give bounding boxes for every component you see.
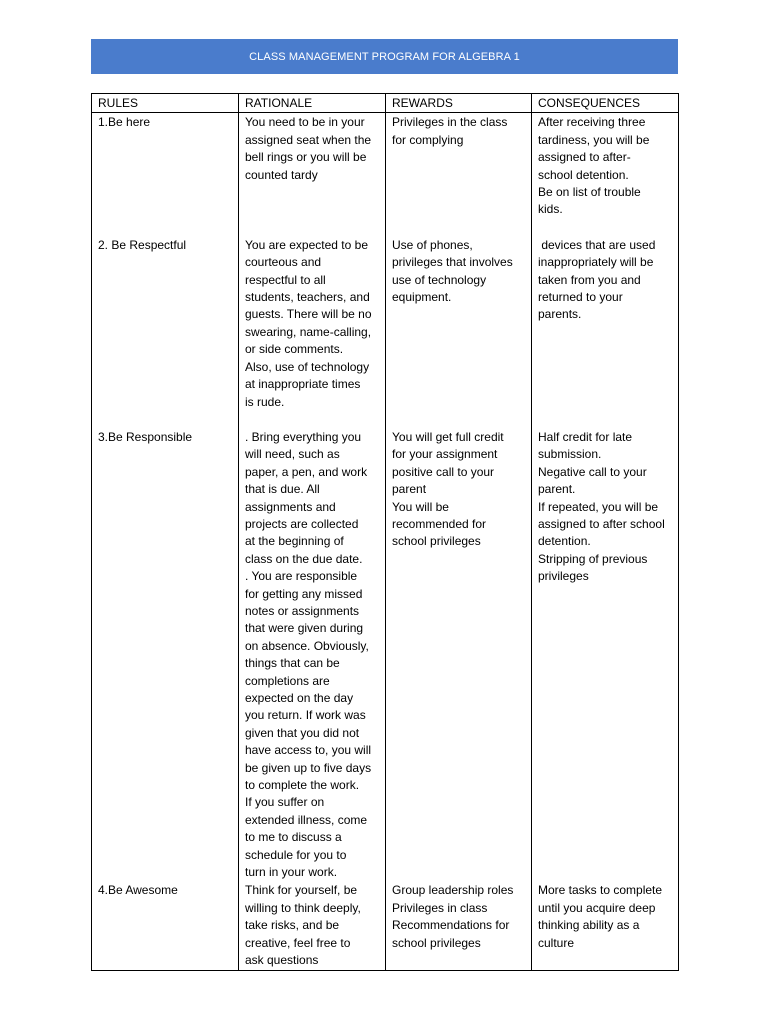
rationale-cell-line: completions are (245, 673, 330, 688)
rule-cell (92, 881, 239, 970)
consequences-cell-line: assigned to after- (538, 150, 631, 165)
consequences-cell-line: kids. (538, 202, 563, 217)
consequences-cell-line: Half credit for late (538, 429, 633, 444)
rewards-cell-line: You will get full credit (392, 429, 504, 444)
consequences-cell-line: taken from you and (538, 272, 641, 287)
consequences-cell-line: If repeated, you will be (538, 499, 659, 514)
rationale-cell-line: paper, a pen, and work (245, 464, 368, 479)
rewards-cell-line: privileges that involves (392, 255, 513, 270)
rationale-cell-line: counted tardy (245, 167, 318, 182)
consequences-cell-line: Negative call to your (538, 464, 647, 479)
rewards-cell-line: for your assignment (392, 447, 498, 462)
rationale-cell-line: Think for yourself, be (245, 883, 358, 898)
rationale-cell-line: is rude. (245, 394, 285, 409)
rewards-cell-line: Group leadership roles (392, 883, 514, 898)
rationale-cell-line: schedule for you to (245, 847, 347, 862)
rationale-cell-line: that is due. All (245, 482, 320, 497)
rationale-cell-line: expected on the day (245, 691, 354, 705)
header-rewards: REWARDS (386, 94, 532, 113)
rationale-cell-line: students, teachers, and (245, 290, 370, 305)
consequences-cell-line: inappropriately will be (538, 255, 654, 270)
table-header-row (92, 94, 679, 113)
table-row (92, 236, 679, 428)
rationale-cell-line: . Bring everything you (245, 429, 362, 444)
consequences-cell-line: privileges (538, 569, 589, 584)
rationale-cell-line: bell rings or you will be (245, 150, 367, 165)
rewards-cell-line: You will be (392, 499, 449, 514)
rationale-cell-line: extended illness, come (245, 812, 368, 827)
rewards-cell-line: school privileges (392, 534, 481, 549)
consequences-cell-line: thinking ability as a (538, 918, 640, 933)
rewards-cell (386, 236, 532, 428)
consequences-cell-line: parents. (538, 307, 582, 322)
rationale-cell-line: or side comments. (245, 342, 344, 357)
rule-cell (92, 113, 239, 236)
rationale-cell (239, 113, 386, 236)
rationale-cell-line: guests. There will be no (245, 307, 372, 322)
consequences-cell-line: After receiving three (538, 115, 646, 130)
rule-cell-line: 1.Be here (98, 115, 151, 130)
rationale-cell-line: creative, feel free to (245, 935, 351, 950)
consequences-cell-line: until you acquire deep (538, 900, 656, 915)
page-title: CLASS MANAGEMENT PROGRAM FOR ALGEBRA 1 (249, 50, 520, 63)
consequences-cell (532, 428, 679, 882)
rationale-cell-line: you return. If work was (245, 708, 366, 723)
rewards-cell-line: Use of phones, (392, 237, 473, 252)
table-row (92, 113, 679, 236)
rewards-cell-line: school privileges (392, 935, 481, 950)
rewards-cell (386, 113, 532, 236)
rationale-cell (239, 881, 386, 970)
consequences-cell-line: devices that are used (538, 237, 656, 252)
rationale-cell-line: turn in your work. (245, 865, 338, 880)
consequences-cell-line: Stripping of previous (538, 551, 648, 566)
rule-cell-line: 2. Be Respectful (98, 237, 187, 252)
consequences-cell-line: tardiness, you will be (538, 132, 650, 147)
rule-cell (92, 428, 239, 882)
rules-table (91, 93, 679, 971)
rationale-cell-line: will need, such as (245, 447, 340, 462)
rationale-cell-line: things that can be (245, 656, 340, 671)
rewards-cell-line: Recommendations for (392, 918, 510, 933)
rationale-cell-line: projects are collected (245, 516, 359, 531)
rationale-cell-line: respectful to all (245, 272, 326, 287)
rationale-cell-line: have access to, you will (245, 743, 372, 758)
rationale-cell-line: Also, use of technology (245, 359, 370, 374)
rationale-cell (239, 236, 386, 428)
rationale-cell-line: that were given during (245, 621, 364, 636)
rationale-cell-line: assigned seat when the (245, 132, 372, 147)
consequences-cell-line: submission. (538, 447, 602, 462)
rationale-cell-line: You need to be in your (245, 115, 365, 130)
rationale-cell-line: at inappropriate times (245, 377, 361, 392)
rationale-cell-line: on absence. Obviously, (245, 638, 369, 653)
rationale-cell-line: given that you did not (245, 725, 360, 740)
rewards-cell (386, 881, 532, 970)
rewards-cell-line: Privileges in the class (392, 115, 508, 130)
rationale-cell-line: courteous and (245, 255, 322, 270)
rewards-cell-line: use of technology (392, 272, 487, 287)
rationale-cell-line: to complete the work. (245, 778, 360, 793)
rationale-cell-line: to me to discuss a (245, 830, 342, 845)
rewards-cell-line: Privileges in class (392, 900, 488, 915)
rationale-cell-line: be given up to five days (245, 760, 372, 775)
consequences-cell-line: Be on list of trouble (538, 185, 641, 200)
consequences-cell-line: school detention. (538, 167, 629, 182)
header-rules: RULES (92, 94, 239, 113)
rationale-cell-line: If you suffer on (245, 795, 325, 810)
consequences-cell-line: parent. (538, 482, 576, 497)
rationale-cell-line: You are expected to be (245, 237, 368, 252)
consequences-cell-line: assigned to after school (538, 516, 665, 531)
consequences-cell (532, 236, 679, 428)
rationale-cell-line: class on the due date. (245, 551, 363, 566)
table-row (92, 428, 679, 882)
consequences-cell-line: More tasks to complete (538, 883, 663, 898)
header-rationale: RATIONALE (239, 94, 386, 113)
table-body (92, 113, 679, 970)
consequences-cell-line: detention. (538, 534, 591, 549)
rule-cell (92, 236, 239, 428)
header-consequences: CONSEQUENCES (532, 94, 679, 113)
rewards-cell-line: positive call to your (392, 464, 495, 479)
rewards-cell-line: equipment. (392, 290, 452, 305)
rationale-cell-line: at the beginning of (245, 534, 344, 549)
rationale-cell-line: willing to think deeply, (245, 900, 361, 915)
rationale-cell-line: ask questions (245, 953, 319, 968)
rewards-cell-line: for complying (392, 132, 464, 147)
rationale-cell-line: notes or assignments (245, 603, 360, 618)
rewards-cell-line: parent (392, 482, 427, 497)
table-row (92, 881, 679, 970)
rule-cell-line: 3.Be Responsible (98, 429, 193, 444)
rule-cell-line: 4.Be Awesome (98, 883, 178, 898)
rewards-cell-line: recommended for (392, 516, 487, 531)
rationale-cell (239, 428, 386, 882)
rationale-cell-line: swearing, name-calling, (245, 324, 372, 339)
title-banner (91, 39, 678, 74)
rewards-cell (386, 428, 532, 882)
consequences-cell (532, 113, 679, 236)
rationale-cell-line: . You are responsible (245, 569, 358, 584)
consequences-cell-line: culture (538, 935, 575, 950)
consequences-cell (532, 881, 679, 970)
rationale-cell-line: for getting any missed (245, 586, 363, 601)
consequences-cell-line: returned to your (538, 290, 623, 305)
rationale-cell-line: assignments and (245, 499, 336, 514)
rationale-cell-line: take risks, and be (245, 918, 340, 933)
